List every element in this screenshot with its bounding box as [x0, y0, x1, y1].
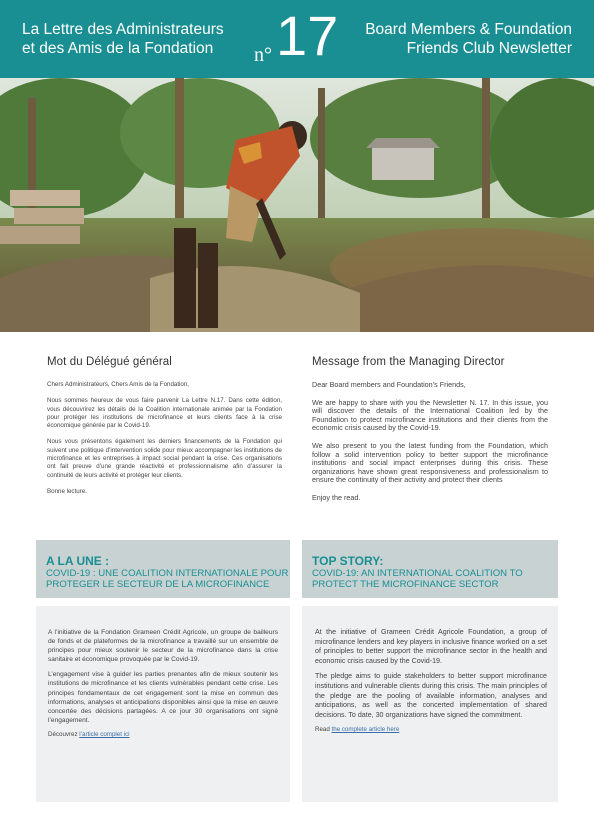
story-fr-header	[36, 540, 290, 598]
story-en-read-more-link[interactable]: the complete article here	[331, 726, 400, 734]
story-fr-read-more	[48, 731, 278, 738]
intro-en-paragraph: We are happy to share with you the Newsletter N. 17. In this issue, you will discover the details of the International Coalition led by the Foundation to protect microfinance institutions and their clients from the economic crisis caused by the Covid-19.	[312, 397, 548, 433]
story-fr-title: COVID-19 : UNE COALITION INTERNATIONALE POUR PROTEGER LE SECTEUR DE LA MICROFINANCE	[46, 568, 289, 590]
cover-photo-illustration	[0, 78, 594, 332]
story-en-title: COVID-19: AN INTERNATIONAL COALITION TO PROTECT THE MICROFINANCE SECTOR	[312, 568, 523, 590]
intro-fr-paragraph: Chers Administrateurs, Chers Amis de la Fondation,	[47, 381, 190, 388]
intro-fr-paragraph: Nous sommes heureux de vous faire parvenir La Lettre N.17. Dans cette édition, vous découvrirez les détails de la Coalition internationale animée par la Fondation pour protéger les institutions de microfinance et leurs clients face à la crise économique générée par le Covid-19.	[47, 397, 282, 430]
story-en-read-more-prefix: Read	[315, 726, 332, 734]
header-title-en-line2: Friends Club Newsletter	[406, 40, 572, 57]
intro-fr-heading: Mot du Délégué général	[47, 356, 172, 368]
story-en-paragraph: The pledge aims to guide stakeholders to better support microfinance institutions and vulnerable clients during this crisis. The main principles of the pledge are the pooling of available information, analyses and anticipations, as well as the concerted implementation of shared decisions. To date, 30 organizations have signed the commitment.	[315, 672, 547, 719]
issue-number-value: 17	[276, 4, 339, 67]
story-en-paragraph: At the initiative of Grameen Crédit Agricole Foundation, a group of microfinance lenders and key players in inclusive finance worked on a set of principles to better support the microfinance sector in the health and economic crisis caused by the Covid-19.	[315, 628, 547, 665]
story-fr-kicker: A LA UNE :	[46, 554, 110, 568]
story-en-kicker: TOP STORY:	[312, 554, 384, 568]
newsletter-header	[0, 0, 594, 78]
cover-photo	[0, 78, 594, 332]
story-fr-paragraph: A l’initiative de la Fondation Grameen Crédit Agricole, un groupe de bailleurs de fonds et de plateformes de la microfinance a travaillé sur un ensemble de principes pour mieux soutenir le secteur de la microfinance dans la crise sanitaire et économique provoquée par le Covid-19.	[48, 629, 278, 664]
intro-en-paragraph: Dear Board members and Foundation’s Friends,	[312, 380, 466, 389]
header-title-fr	[22, 20, 262, 58]
story-en-header	[302, 540, 558, 598]
header-title-en	[332, 20, 572, 58]
issue-number-prefix: n°	[254, 44, 272, 66]
story-fr-card	[36, 606, 290, 802]
intro-fr	[47, 356, 282, 504]
story-en-card	[302, 606, 558, 802]
story-fr-read-more-link[interactable]: l’article complet ici	[79, 730, 130, 738]
story-en-read-more	[315, 726, 547, 733]
intro-fr-paragraph: Nous vous présentons également les derniers financements de la Fondation qui suivent une politique d’intervention solide pour mieux accompagner les institutions de microfinance et les entreprises à impact social pendant la crise. Ces organisations ont fait preuve d’une grande réactivité et professionnalisme afin d’assurer la continuité de leurs activité et protéger leur clients.	[47, 438, 282, 479]
intro-en-paragraph: We also present to you the latest funding from the Foundation, which follow a solid intervention policy to better support the microfinance institutions and social impact enterprises during this crisis. These organizations have shown great responsiveness and professionalism to ensure the continuity of their activity and protect their clients	[312, 440, 548, 485]
intro-fr-paragraph: Bonne lecture.	[47, 487, 87, 495]
intro-en-paragraph: Enjoy the read.	[312, 492, 361, 502]
story-fr-read-more-prefix: Découvrez	[48, 730, 80, 738]
header-title-en-line1: Board Members & Foundation	[365, 21, 572, 38]
story-fr-paragraph: L’engagement vise à guider les parties prenantes afin de mieux soutenir les institutions de microfinance et les clients vulnérables pendant cette crise. Les principes fondamentaux de cet engagement sont la mise en commun des informations, analyses et anticipations disponibles ainsi que la mise en œuvre concertée des décisions partagées. A ce jour 30 organisations ont signé l’engagement.	[48, 671, 278, 724]
intro-en-heading: Message from the Managing Director	[312, 356, 505, 368]
intro-en	[312, 356, 548, 512]
header-title-fr-line1: La Lettre des Administrateurs	[22, 21, 224, 38]
header-title-fr-line2: et des Amis de la Fondation	[22, 40, 214, 57]
